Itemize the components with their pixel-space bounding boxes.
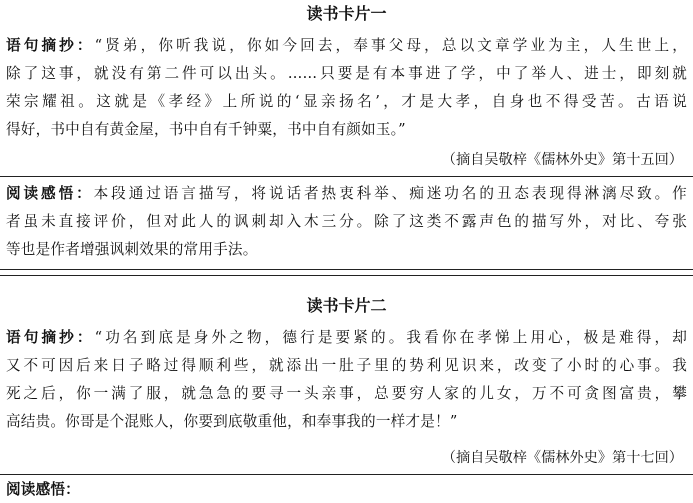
- excerpt-line-1: [6, 328, 687, 348]
- excerpt-label: 语句摘抄：: [6, 37, 95, 54]
- card-title: 读书卡片二: [306, 296, 387, 315]
- reflection-line-1: [6, 480, 687, 500]
- source-citation: （摘自吴敬梓《儒林外史》第十五回）: [441, 152, 683, 168]
- divider: [0, 474, 693, 475]
- excerpt-label: 语句摘抄：: [6, 329, 95, 346]
- excerpt-line-2: 除了这事，就没有第二件可以出头。……只要是有本事进了学，中了举人、进士，即刻就: [6, 65, 687, 82]
- reflection-label: 阅读感悟：: [6, 185, 94, 202]
- excerpt-line-4: 高结贵。你哥是个混账人，你要到底敬重他，和奉事我的一样才是！”: [6, 413, 458, 430]
- card-title: 读书卡片一: [306, 4, 387, 23]
- excerpt-line-3: 死之后，你一满了服，就急急的要寻一头亲事，总要穷人家的儿女，万不可贪图富贵，攀: [6, 385, 687, 402]
- divider: [0, 176, 693, 177]
- excerpt-line-3: 荣宗耀祖。这就是《孝经》上所说的‘显亲扬名’，才是大孝，自身也不得受苦。古语说: [6, 93, 687, 110]
- reflection-label: 阅读感悟：: [6, 481, 80, 498]
- source-citation: （摘自吴敬梓《儒林外史》第十七回）: [441, 450, 683, 466]
- card-separator-top: [0, 269, 693, 270]
- excerpt-line-2: 又不可因后来日子略过得顺利些，就添出一肚子里的势利见识来，改变了小时的心事。我: [6, 357, 687, 374]
- reflection-text: 本段通过语言描写，将说话者热衷科举、痴迷功名的丑态表现得淋漓尽致。作: [93, 185, 687, 202]
- card-separator-bottom: [0, 275, 693, 276]
- excerpt-text: “功名到底是身外之物，德行是要紧的。我看你在孝悌上用心，极是难得，却: [94, 329, 687, 346]
- reflection-line-1: [6, 184, 687, 204]
- excerpt-line-4: 得好，书中自有黄金屋，书中自有千钟粟，书中自有颜如玉。”: [6, 121, 406, 138]
- reflection-line-2: 者虽未直接评价，但对此人的讽刺却入木三分。除了这类不露声色的描写外，对比、夸张: [6, 213, 687, 230]
- reflection-line-3: 等也是作者增强讽刺效果的常用手法。: [6, 241, 258, 258]
- excerpt-line-1: [6, 36, 687, 56]
- excerpt-text: “贤弟，你听我说，你如今回去，奉事父母，总以文章学业为主，人生世上，: [94, 37, 687, 54]
